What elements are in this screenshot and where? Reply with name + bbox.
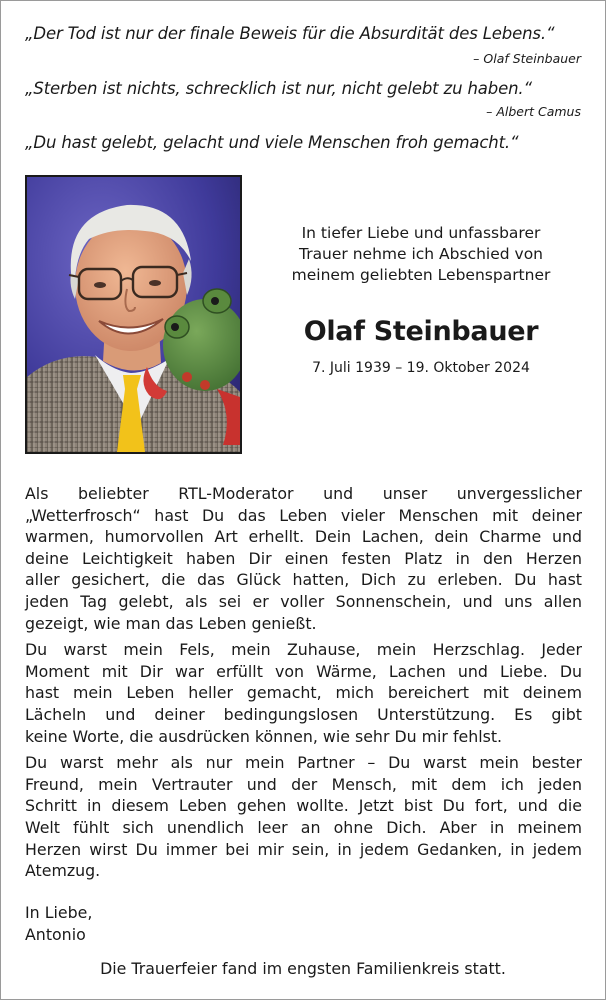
text-line: Schritt in diesem Leben gehen wollte. Jetzt bist Du fort, und die <box>25 796 582 816</box>
quote-2-author: – Albert Camus <box>486 104 581 119</box>
closing-signature <box>25 902 92 946</box>
quote-1-author: – Olaf Steinbauer <box>473 51 581 66</box>
text-line: Lächeln und deiner bedingungslosen Unterstützung. Es gibt <box>25 704 582 724</box>
signer-name: Antonio <box>25 925 86 944</box>
life-dates: 7. Juli 1939 – 19. Oktober 2024 <box>312 360 530 376</box>
funeral-note: Die Trauerfeier fand im engsten Familienkreis statt. <box>100 959 506 978</box>
text-line: hast mein Leben heller gemacht, mich bereichert mit deinem <box>25 683 582 703</box>
text-line: Atemzug. <box>25 861 101 881</box>
quote-2: „Sterben ist nichts, schrecklich ist nur, nicht gelebt zu haben.“ <box>25 79 532 98</box>
quote-3: „Du hast gelebt, gelacht und viele Menschen froh gemacht.“ <box>25 133 519 152</box>
tribute-paragraph-1 <box>25 483 582 634</box>
intro-line: meinem geliebten Lebenspartner <box>291 266 551 284</box>
text-line: Als beliebter RTL-Moderator und unser unvergesslicher <box>25 484 582 503</box>
tribute-paragraph-3 <box>25 752 582 882</box>
text-line: aller gesichert, die das Glück hatten, Dich zu erleben. Du hast <box>25 570 582 590</box>
text-line: Herzen wirst Du immer bei mir sein, in jedem Gedanken, in jedem <box>25 839 582 859</box>
text-line: Du warst mehr als nur mein Partner – Du warst mein bester <box>25 753 582 773</box>
text-line: Moment mit Dir war erfüllt von Wärme, Lachen und Liebe. Du <box>25 661 582 681</box>
text-line: warmen, humorvollen Art erhellt. Dein Lachen, dein Charme und <box>25 527 582 547</box>
tribute-text <box>25 483 582 887</box>
text-line: gezeigt, wie man das Leben genießt. <box>25 613 317 633</box>
tribute-paragraph-2 <box>25 639 582 747</box>
closing-phrase: In Liebe, <box>25 903 93 922</box>
portrait-photo <box>25 175 242 454</box>
text-line: „Wetterfrosch“ hast Du das Leben vieler Menschen mit deiner <box>25 505 582 525</box>
text-line: deine Leichtigkeit haben Dir einen festen Platz in den Herzen <box>25 548 582 568</box>
text-line: Freund, mein Vertrauter und der Mensch, mit dem ich jeden <box>25 774 582 794</box>
intro-line: In tiefer Liebe und unfassbarer <box>301 224 541 242</box>
intro-line: Trauer nehme ich Abschied von <box>299 245 543 263</box>
deceased-name: Olaf Steinbauer <box>303 316 539 347</box>
farewell-intro <box>259 223 583 286</box>
text-line: Welt fühlt sich unendlich leer an ohne Dich. Aber in meinem <box>25 817 582 837</box>
text-line: keine Worte, die ausdrücken können, wie sehr Du mir fehlst. <box>25 726 503 746</box>
text-line: Du warst mein Fels, mein Zuhause, mein Herzschlag. Jeder <box>25 640 582 660</box>
quote-1: „Der Tod ist nur der finale Beweis für die Absurdität des Lebens.“ <box>25 24 555 43</box>
text-line: jeden Tag gelebt, als sei er voller Sonnenschein, und uns allen <box>25 591 582 611</box>
